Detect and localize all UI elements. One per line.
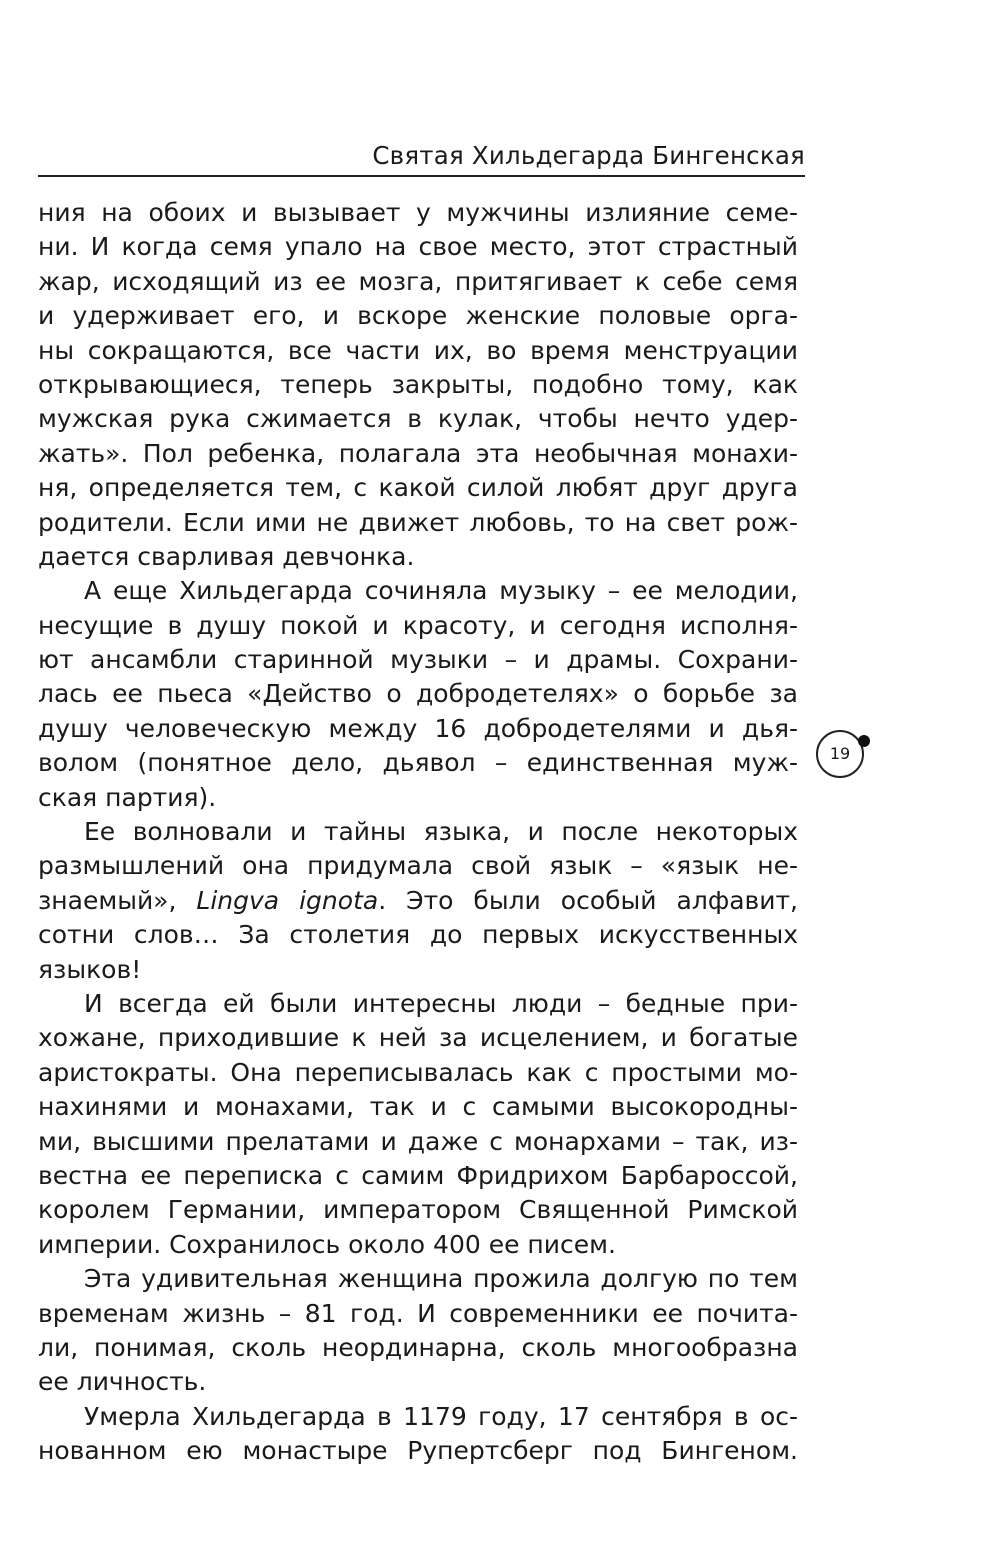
text-line: знаемый», Lingva ignota. Это были особый алфавит, <box>38 885 798 915</box>
body-text <box>38 196 798 1468</box>
text-line: несущие в душу покой и красоту, и сегодня исполня- <box>38 610 798 640</box>
text-line: душу человеческую между 16 добродетелями и дья- <box>38 713 798 743</box>
text-line: империи. Сохранилось около 400 ее писем. <box>38 1229 616 1259</box>
page-number: 19 <box>829 744 851 763</box>
paragraph <box>38 1400 798 1469</box>
text-line: ны сокращаются, все части их, во время менструации <box>38 335 798 365</box>
text-line: И всегда ей были интересны люди – бедные при- <box>84 988 798 1018</box>
text-line: ня, определяется тем, с какой силой любят друг друга <box>38 473 798 503</box>
text-line: Ее волновали и тайны языка, и после некоторых <box>84 817 798 847</box>
text-line: Умерла Хильдегарда в 1179 году, 17 сентября в ос- <box>84 1401 798 1431</box>
text-line: нахинями и монахами, так и с самыми высокородны- <box>38 1092 798 1122</box>
italic-term: Lingva ignota <box>196 885 379 915</box>
text-line: дается сварливая девчонка. <box>38 541 415 571</box>
text-line: сотни слов… За столетия до первых искусственных <box>38 920 798 950</box>
text-line: ская партия). <box>38 782 217 812</box>
paragraph <box>38 574 798 815</box>
text-line: вестна ее переписка с самим Фридрихом Барбароссой, <box>38 1160 798 1190</box>
text-line: жар, исходящий из ее мозга, притягивает к себе семя <box>38 266 798 296</box>
paragraph <box>38 196 798 574</box>
text-line: ми, высшими прелатами и даже с монархами – так, из- <box>38 1126 798 1156</box>
running-title: Святая Хильдегарда Бингенская <box>372 141 805 170</box>
text-line: хожане, приходившие к ней за исцелением, и богатые <box>38 1023 798 1053</box>
running-header <box>38 140 805 177</box>
text-line: Эта удивительная женщина прожила долгую по тем <box>84 1264 798 1294</box>
text-line: ее личность. <box>38 1367 207 1397</box>
text-line: временам жизнь – 81 год. И современники ее почита- <box>38 1298 798 1328</box>
page-number-badge <box>816 730 864 778</box>
text-line: А еще Хильдегарда сочиняла музыку – ее мелодии, <box>84 576 798 606</box>
paragraph <box>38 987 798 1262</box>
text-line: ния на обоих и вызывает у мужчины излияние семе- <box>38 198 798 227</box>
text-line: нованном ею монастыре Рупертсберг под Бингеном. <box>38 1436 798 1466</box>
paragraph <box>38 815 798 987</box>
text-line: королем Германии, императором Священной Римской <box>38 1195 798 1225</box>
text-line: мужская рука сжимается в кулак, чтобы нечто удер- <box>38 404 798 434</box>
text-line: родители. Если ими не движет любовь, то на свет рож- <box>38 507 798 537</box>
text-line: языков! <box>38 954 142 984</box>
text-line: ни. И когда семя упало на свое место, этот страстный <box>38 232 798 262</box>
text-line: ют ансамбли старинной музыки – и драмы. Сохрани- <box>38 645 798 675</box>
text-line: жать». Пол ребенка, полагала эта необычная монахи- <box>38 438 798 468</box>
paragraph <box>38 1262 798 1400</box>
text-line: открывающиеся, теперь закрыты, подобно тому, как <box>38 369 798 399</box>
text-line: аристократы. Она переписывалась как с простыми мо- <box>38 1057 798 1087</box>
text-line: размышлений она придумала свой язык – «язык не- <box>38 851 798 881</box>
text-line: волом (понятное дело, дьявол – единственная муж- <box>38 748 798 778</box>
text-line: лась ее пьеса «Действо о добродетелях» о борьбе за <box>38 679 798 709</box>
text-line: ли, понимая, сколь неординарна, сколь многообразна <box>38 1332 798 1362</box>
text-line: и удерживает его, и вскоре женские половые орга- <box>38 301 798 331</box>
page-marker-dot <box>858 735 870 747</box>
